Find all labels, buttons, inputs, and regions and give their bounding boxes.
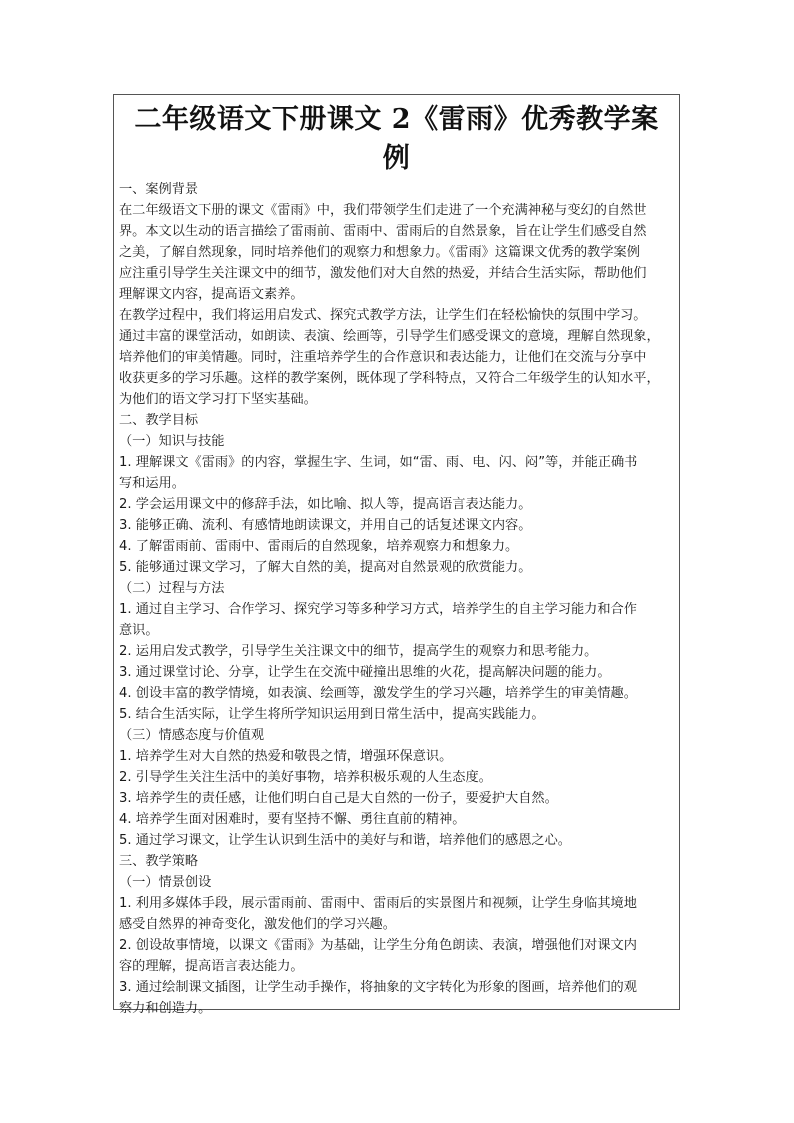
list-item: 2. 创设故事情境，以课文《雷雨》为基础，让学生分角色朗读、表演，增强他们对课文内 xyxy=(119,938,637,953)
section-heading: 三、教学策略 xyxy=(119,854,199,869)
paragraph-line: 收获更多的学习乐趣。这样的教学案例，既体现了学科特点，又符合二年级学生的认知水平， xyxy=(119,371,660,386)
section-heading: 一、案例背景 xyxy=(119,182,199,197)
list-item: 察力和创造力。 xyxy=(119,1001,212,1016)
list-item: 1. 理解课文《雷雨》的内容，掌握生字、生词，如“雷、雨、电、闪、闷”等，并能正确书 xyxy=(119,455,638,470)
list-item: 1. 培养学生对大自然的热爱和敬畏之情，增强环保意识。 xyxy=(119,749,453,764)
list-item: 4. 了解雷雨前、雷雨中、雷雨后的自然现象，培养观察力和想象力。 xyxy=(119,539,519,554)
document-title xyxy=(114,95,679,178)
subsection-heading: （二）过程与方法 xyxy=(119,581,225,596)
list-item: 3. 通过课堂讨论、分享，让学生在交流中碰撞出思维的火花，提高解决问题的能力。 xyxy=(119,665,611,680)
document-body xyxy=(119,179,675,1019)
paragraph-line: 界。本文以生动的语言描绘了雷雨前、雷雨中、雷雨后的自然景象，旨在让学生们感受自然 xyxy=(119,224,647,239)
paragraph-line: 培养他们的审美情趣。同时，注重培养学生的合作意识和表达能力，让他们在交流与分享中 xyxy=(119,350,647,365)
paragraph-line: 之美，了解自然现象，同时培养他们的观察力和想象力。《雷雨》这篇课文优秀的教学案例 xyxy=(119,245,640,260)
list-item: 2. 引导学生关注生活中的美好事物，培养积极乐观的人生态度。 xyxy=(119,770,492,785)
section-heading: 二、教学目标 xyxy=(119,413,199,428)
paragraph-line: 在二年级语文下册的课文《雷雨》中，我们带领学生们走进了一个充满神秘与变幻的自然世 xyxy=(119,203,647,218)
list-item: 2. 学会运用课文中的修辞手法，如比喻、拟人等，提高语言表达能力。 xyxy=(119,497,532,512)
list-item: 5. 能够通过课文学习，了解大自然的美，提高对自然景观的欣赏能力。 xyxy=(119,560,532,575)
list-item: 1. 利用多媒体手段，展示雷雨前、雷雨中、雷雨后的实景图片和视频，让学生身临其境地 xyxy=(119,896,637,911)
paragraph-line: 通过丰富的课堂活动，如朗读、表演、绘画等，引导学生们感受课文的意境，理解自然现象， xyxy=(119,329,660,344)
list-item: 5. 通过学习课文，让学生认识到生活中的美好与和谐，培养他们的感恩之心。 xyxy=(119,833,571,848)
list-item: 容的理解，提高语言表达能力。 xyxy=(119,959,304,974)
paragraph-line: 理解课文内容，提高语文素养。 xyxy=(119,287,304,302)
list-item: 3. 能够正确、流利、有感情地朗读课文，并用自己的话复述课文内容。 xyxy=(119,518,532,533)
subsection-heading: （三）情感态度与价值观 xyxy=(119,728,265,743)
paragraph-line: 在教学过程中，我们将运用启发式、探究式教学方法，让学生们在轻松愉快的氛围中学习。 xyxy=(119,308,647,323)
paragraph-line: 应注重引导学生关注课文中的细节，激发他们对大自然的热爱，并结合生活实际，帮助他们 xyxy=(119,266,647,281)
list-item: 4. 创设丰富的教学情境，如表演、绘画等，激发学生的学习兴趣，培养学生的审美情趣。 xyxy=(119,686,637,701)
list-item: 写和运用。 xyxy=(119,476,185,491)
title-line-2: 例 xyxy=(382,143,411,174)
document-frame xyxy=(113,94,680,1016)
list-item: 感受自然界的神奇变化，激发他们的学习兴趣。 xyxy=(119,917,396,932)
list-item: 1. 通过自主学习、合作学习、探究学习等多种学习方式，培养学生的自主学习能力和合作 xyxy=(119,602,637,617)
list-item: 意识。 xyxy=(119,623,159,638)
paragraph-line: 为他们的语文学习打下坚实基础。 xyxy=(119,392,317,407)
list-item: 3. 培养学生的责任感，让他们明白自己是大自然的一份子，要爱护大自然。 xyxy=(119,791,558,806)
list-item: 2. 运用启发式教学，引导学生关注课文中的细节，提高学生的观察力和思考能力。 xyxy=(119,644,598,659)
list-item: 5. 结合生活实际，让学生将所学知识运用到日常生活中，提高实践能力。 xyxy=(119,707,545,722)
list-item: 4. 培养学生面对困难时，要有坚持不懈、勇往直前的精神。 xyxy=(119,812,466,827)
subsection-heading: （一）知识与技能 xyxy=(119,434,225,449)
list-item: 3. 通过绘制课文插图，让学生动手操作，将抽象的文字转化为形象的图画，培养他们的观 xyxy=(119,980,637,995)
title-line-1: 二年级语文下册课文 2《雷雨》优秀教学案 xyxy=(134,104,659,135)
subsection-heading: （一）情景创设 xyxy=(119,875,212,890)
